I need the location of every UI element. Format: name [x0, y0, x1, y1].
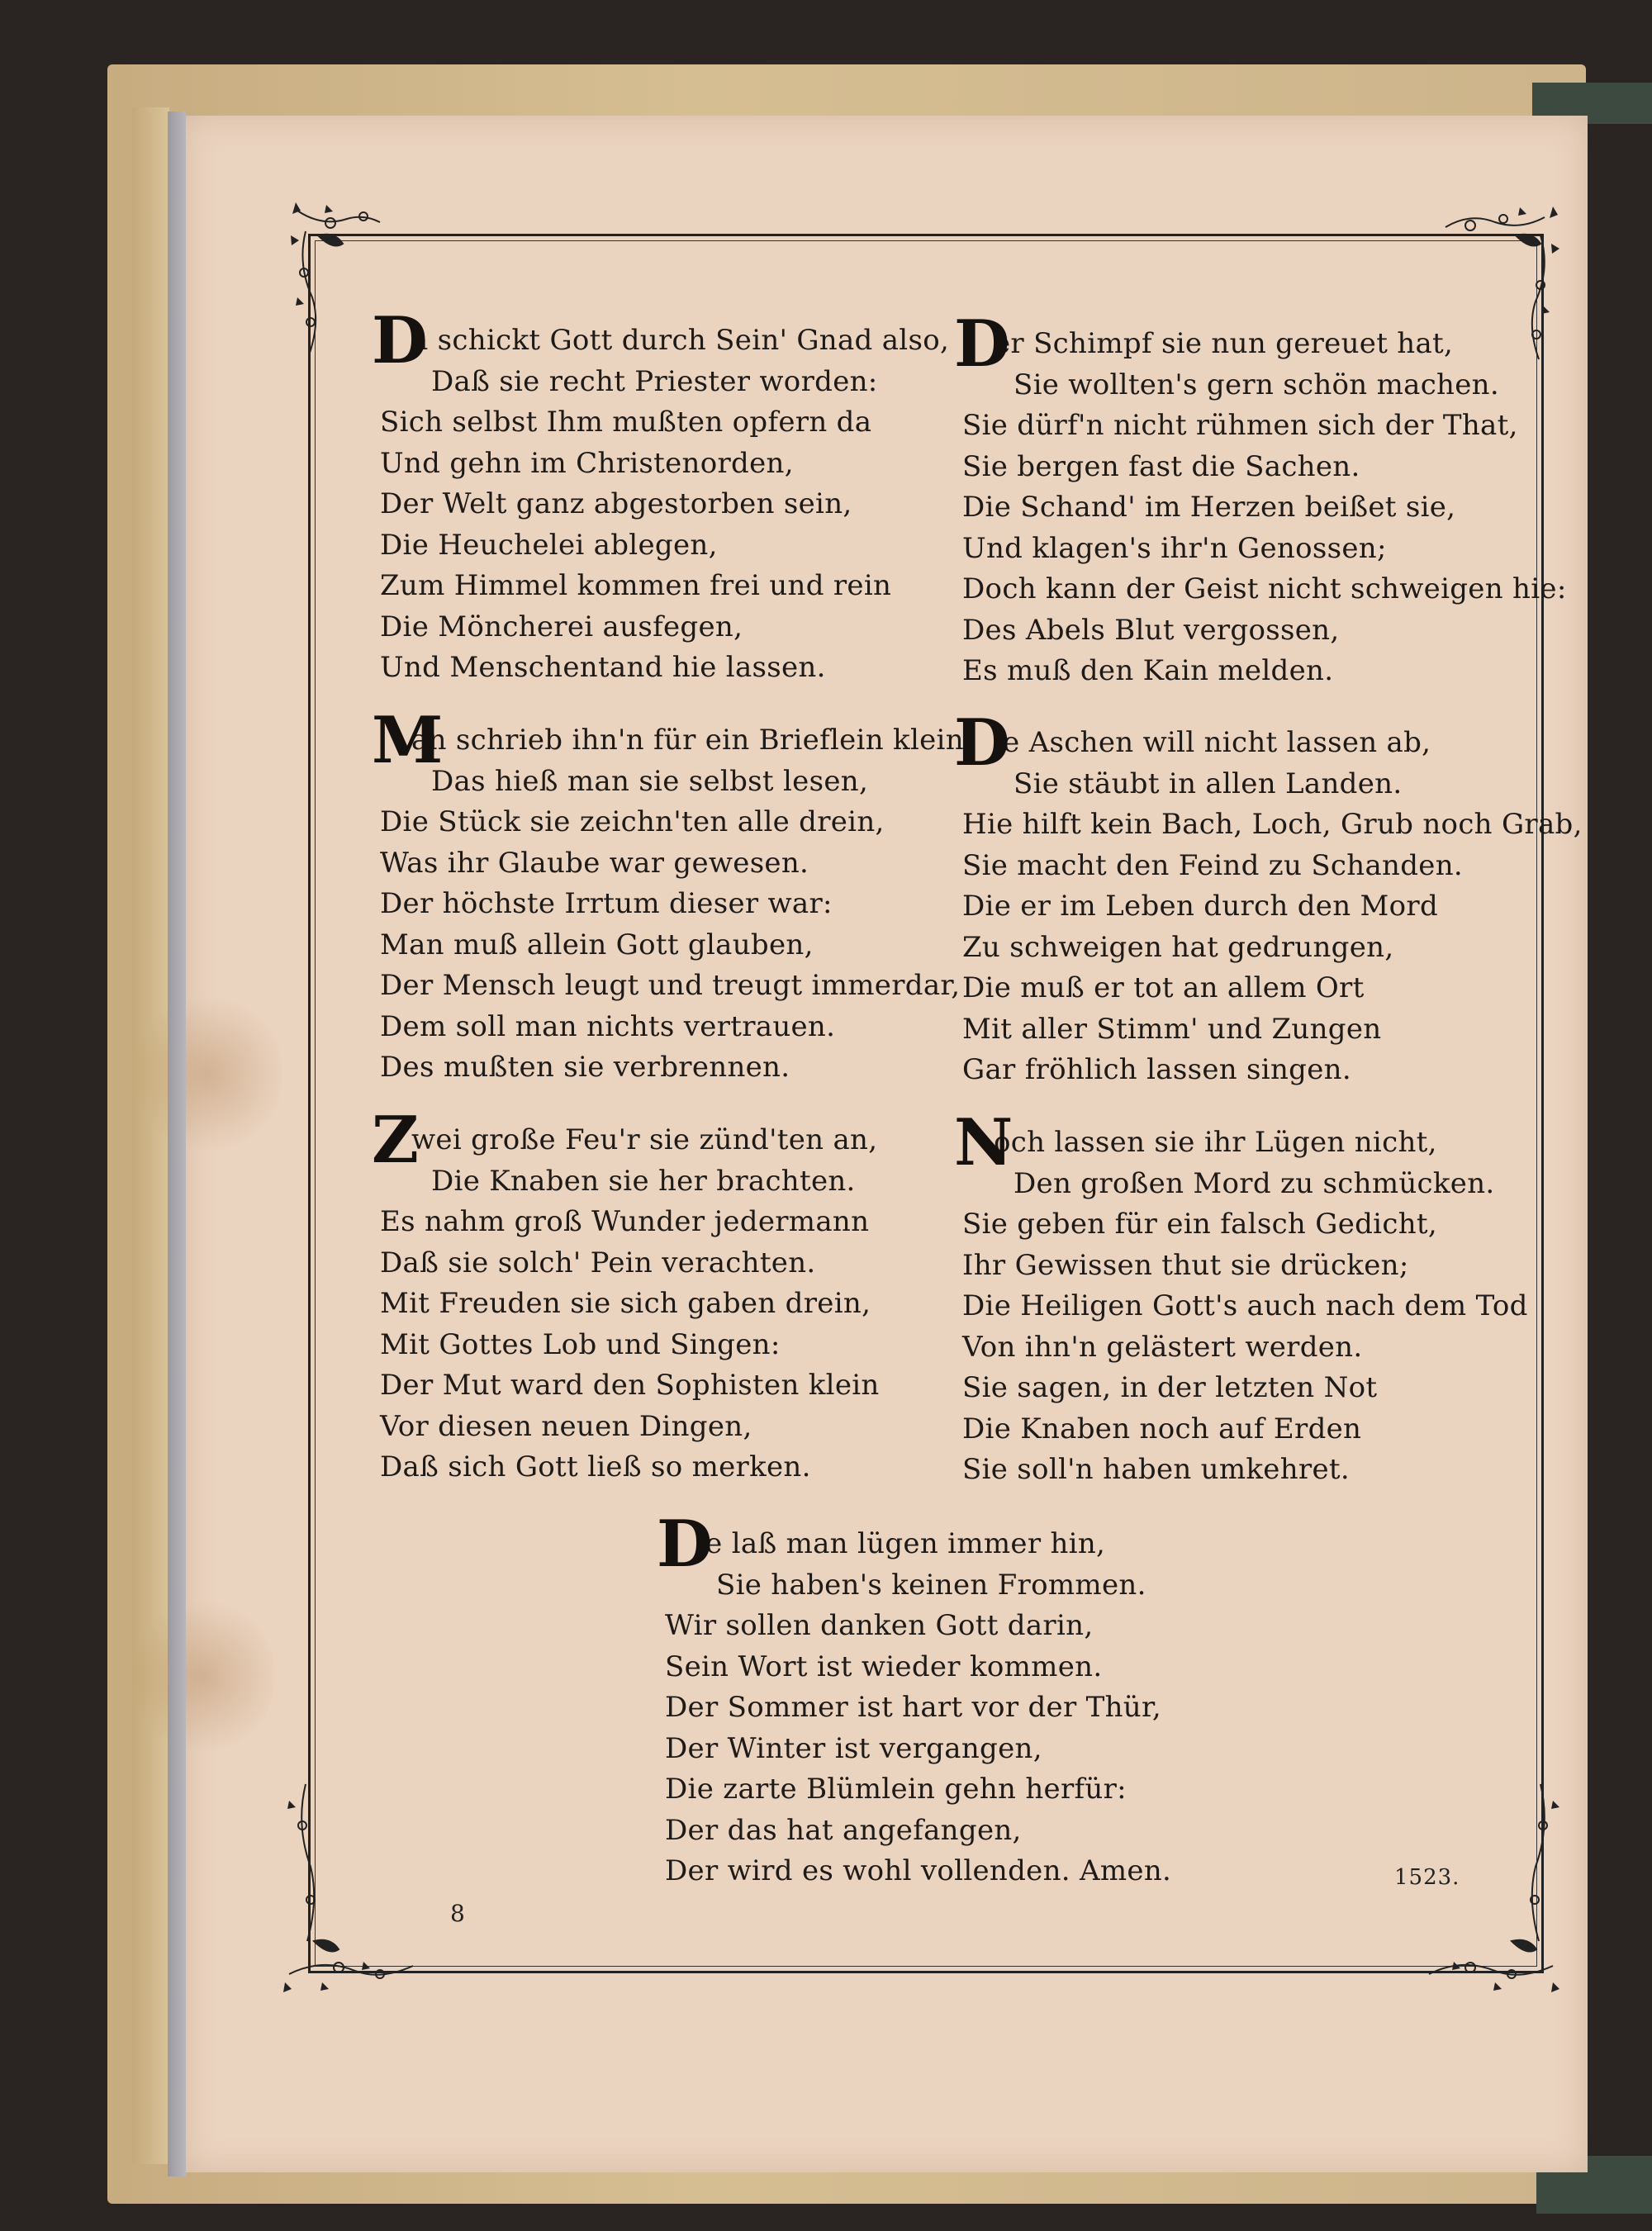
stanza-line: Es nahm groß Wunder jedermann	[380, 1205, 870, 1238]
stanza-line: Die Heuchelei ablegen,	[380, 528, 718, 562]
stanza-line: Sie macht den Feind zu Schanden.	[962, 848, 1464, 882]
drop-cap: D	[954, 705, 1010, 781]
stanza-line: Zu schweigen hat gedrungen,	[962, 930, 1394, 964]
stanza-line: Den großen Mord zu schmücken.	[1014, 1166, 1495, 1200]
stanza-line: Die Stück sie zeichn'ten alle drein,	[380, 805, 885, 838]
stanza-line: Die muß er tot an allem Ort	[962, 971, 1365, 1004]
stanza-line: Sich selbst Ihm mußten opfern da	[380, 406, 872, 439]
stanza-line: Sie sagen, in der letzten Not	[962, 1371, 1378, 1404]
stanza-line: Die Schand' im Herzen beißet sie,	[962, 491, 1456, 524]
stanza-line: Daß sie solch' Pein verachten.	[380, 1246, 816, 1279]
page-number: 8	[450, 1900, 465, 1927]
stanza-line: a schickt Gott durch Sein' Gnad also,	[411, 324, 950, 357]
stanza-2	[372, 703, 974, 1089]
stanza-7	[657, 1507, 1172, 1892]
stanza-line: Daß sie recht Priester worden:	[431, 364, 878, 398]
stanza-line: Der Mut ward den Sophisten klein	[380, 1369, 880, 1402]
stanza-line: Des mußten sie verbrennen.	[380, 1051, 790, 1084]
stanza-line: Sie dürf'n nicht rühmen sich der That,	[962, 409, 1518, 442]
drop-cap: D	[372, 303, 428, 378]
stanza-line: Wir sollen danken Gott darin,	[665, 1609, 1094, 1642]
stanza-line: Gar fröhlich lassen singen.	[962, 1053, 1351, 1086]
stanza-line: Und gehn im Christenorden,	[380, 446, 794, 480]
drop-cap: Z	[372, 1103, 420, 1178]
stanza-line: Die Knaben sie her brachten.	[431, 1164, 856, 1198]
stanza-line: Man muß allein Gott glauben,	[380, 928, 814, 961]
stanza-line: wei große Feu'r sie zünd'ten an,	[411, 1123, 878, 1156]
stanza-line: Sie haben's keinen Frommen.	[716, 1568, 1146, 1602]
stanza-line: Mit Freuden sie sich gaben drein,	[380, 1287, 871, 1320]
stanza-line: Sie soll'n haben umkehret.	[962, 1453, 1350, 1486]
water-stain	[134, 1594, 274, 1759]
stanza-line: Des Abels Blut vergossen,	[962, 613, 1340, 647]
stanza-line: Die Knaben noch auf Erden	[962, 1412, 1362, 1445]
stanza-5	[954, 705, 1583, 1091]
drop-cap: M	[372, 703, 444, 778]
stanza-line: Der Welt ganz abgestorben sein,	[380, 487, 852, 520]
stanza-line: Was ihr Glaube war gewesen.	[380, 846, 809, 880]
stanza-line: Der das hat angefangen,	[665, 1813, 1022, 1847]
drop-cap: N	[954, 1105, 1014, 1180]
corner-ornament-bottom-left-icon	[273, 1776, 421, 1999]
stanza-line: er Schimpf sie nun gereuet hat,	[994, 327, 1454, 360]
stanza-line: Ihr Gewissen thut sie drücken;	[962, 1248, 1409, 1282]
stanza-line: Und klagen's ihr'n Genossen;	[962, 531, 1387, 565]
stanza-line: Der Winter ist vergangen,	[665, 1731, 1042, 1765]
stanza-line: Von ihn'n gelästert werden.	[962, 1330, 1363, 1364]
stanza-line: Der Sommer ist hart vor der Thür,	[665, 1691, 1161, 1724]
drop-cap: D	[657, 1507, 713, 1582]
stanza-line: Daß sich Gott ließ so merken.	[380, 1450, 811, 1483]
stanza-line: och lassen sie ihr Lügen nicht,	[994, 1126, 1437, 1159]
stanza-line: Sie bergen fast die Sachen.	[962, 449, 1360, 483]
stanza-line: Mit Gottes Lob und Singen:	[380, 1327, 781, 1361]
stanza-line: Mit aller Stimm' und Zungen	[962, 1012, 1382, 1046]
page-edges	[168, 112, 186, 2176]
stanza-3	[372, 1103, 880, 1488]
stanza-4	[954, 306, 1567, 692]
stanza-line: Der höchste Irrtum dieser war:	[380, 887, 833, 920]
stanza-line: Sein Wort ist wieder kommen.	[665, 1650, 1103, 1683]
stanza-line: Sie geben für ein falsch Gedicht,	[962, 1208, 1437, 1241]
year-label: 1523.	[1394, 1865, 1460, 1890]
stanza-line: Es muß den Kain melden.	[962, 654, 1334, 687]
stanza-line: Die zarte Blümlein gehn herfür:	[665, 1773, 1127, 1806]
stanza-line: Die er im Leben durch den Mord	[962, 890, 1439, 923]
drop-cap: D	[954, 306, 1010, 382]
stanza-line: Hie hilft kein Bach, Loch, Grub noch Grab,	[962, 808, 1583, 841]
stanza-line: Zum Himmel kommen frei und rein	[380, 569, 892, 602]
stanza-line: Die Möncherei ausfegen,	[380, 610, 743, 643]
stanza-line: ie laß man lügen immer hin,	[696, 1527, 1106, 1560]
stanza-line: Vor diesen neuen Dingen,	[380, 1409, 752, 1443]
stanza-line: Sie wollten's gern schön machen.	[1014, 368, 1499, 401]
stanza-line: Der wird es wohl vollenden. Amen.	[665, 1854, 1172, 1887]
stanza-line: Der Mensch leugt und treugt immerdar,	[380, 969, 961, 1002]
stanza-line: Die Heiligen Gott's auch nach dem Tod	[962, 1289, 1528, 1322]
stanza-line: Das hieß man sie selbst lesen,	[431, 764, 869, 798]
stanza-line: ie Aschen will nicht lassen ab,	[994, 726, 1431, 759]
stanza-line: Dem soll man nichts vertrauen.	[380, 1009, 836, 1043]
stanza-1	[372, 303, 950, 689]
water-stain	[134, 991, 282, 1156]
stanza-6	[954, 1105, 1528, 1491]
stanza-line: Sie stäubt in allen Landen.	[1014, 767, 1403, 800]
stanza-line: an schrieb ihn'n für ein Brieflein klein,	[411, 724, 974, 757]
stanza-line: Und Menschentand hie lassen.	[380, 651, 826, 684]
stanza-line: Doch kann der Geist nicht schweigen hie:	[962, 572, 1567, 605]
